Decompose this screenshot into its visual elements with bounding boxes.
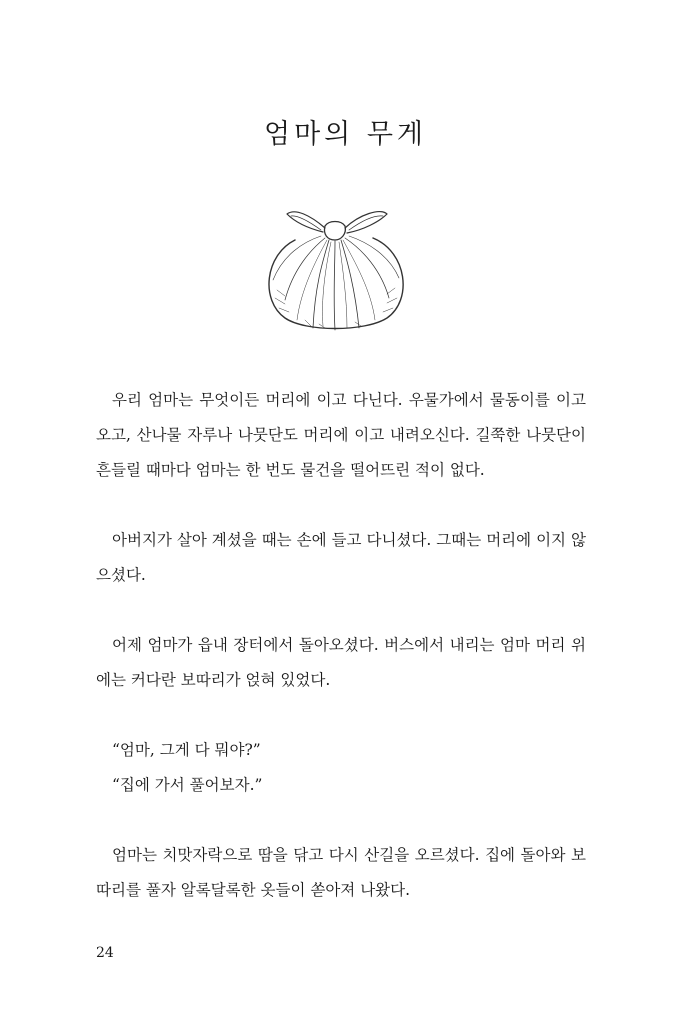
dialogue-block [96,733,586,803]
dialogue-line: “집에 가서 풀어보자.” [112,776,263,794]
story-text [96,383,586,908]
cloth-bundle-icon [255,200,415,335]
page-number: 24 [96,945,114,961]
paragraph: 아버지가 살아 계셨을 때는 손에 들고 다니셨다. 그때는 머리에 이지 않으셨다. [96,531,586,584]
paragraph: 어제 엄마가 읍내 장터에서 돌아오셨다. 버스에서 내리는 엄마 머리 위에는 커다란 보따리가 얹혀 있었다. [96,636,586,689]
dialogue-line: “엄마, 그게 다 뭐야?” [112,741,261,759]
paragraph: 엄마는 치맛자락으로 땀을 닦고 다시 산길을 오르셨다. 집에 돌아와 보따리를 풀자 알록달록한 옷들이 쏟아져 나왔다. [96,846,586,899]
paragraph: 우리 엄마는 무엇이든 머리에 이고 다닌다. 우물가에서 물동이를 이고 오고, 산나물 자루나 나뭇단도 머리에 이고 내려오신다. 길쭉한 나뭇단이 흔들릴 때마다 엄마는 한 번도 물건을 떨어뜨린 적이 없다. [96,391,586,479]
page-title: 엄마의 무게 [264,119,427,150]
